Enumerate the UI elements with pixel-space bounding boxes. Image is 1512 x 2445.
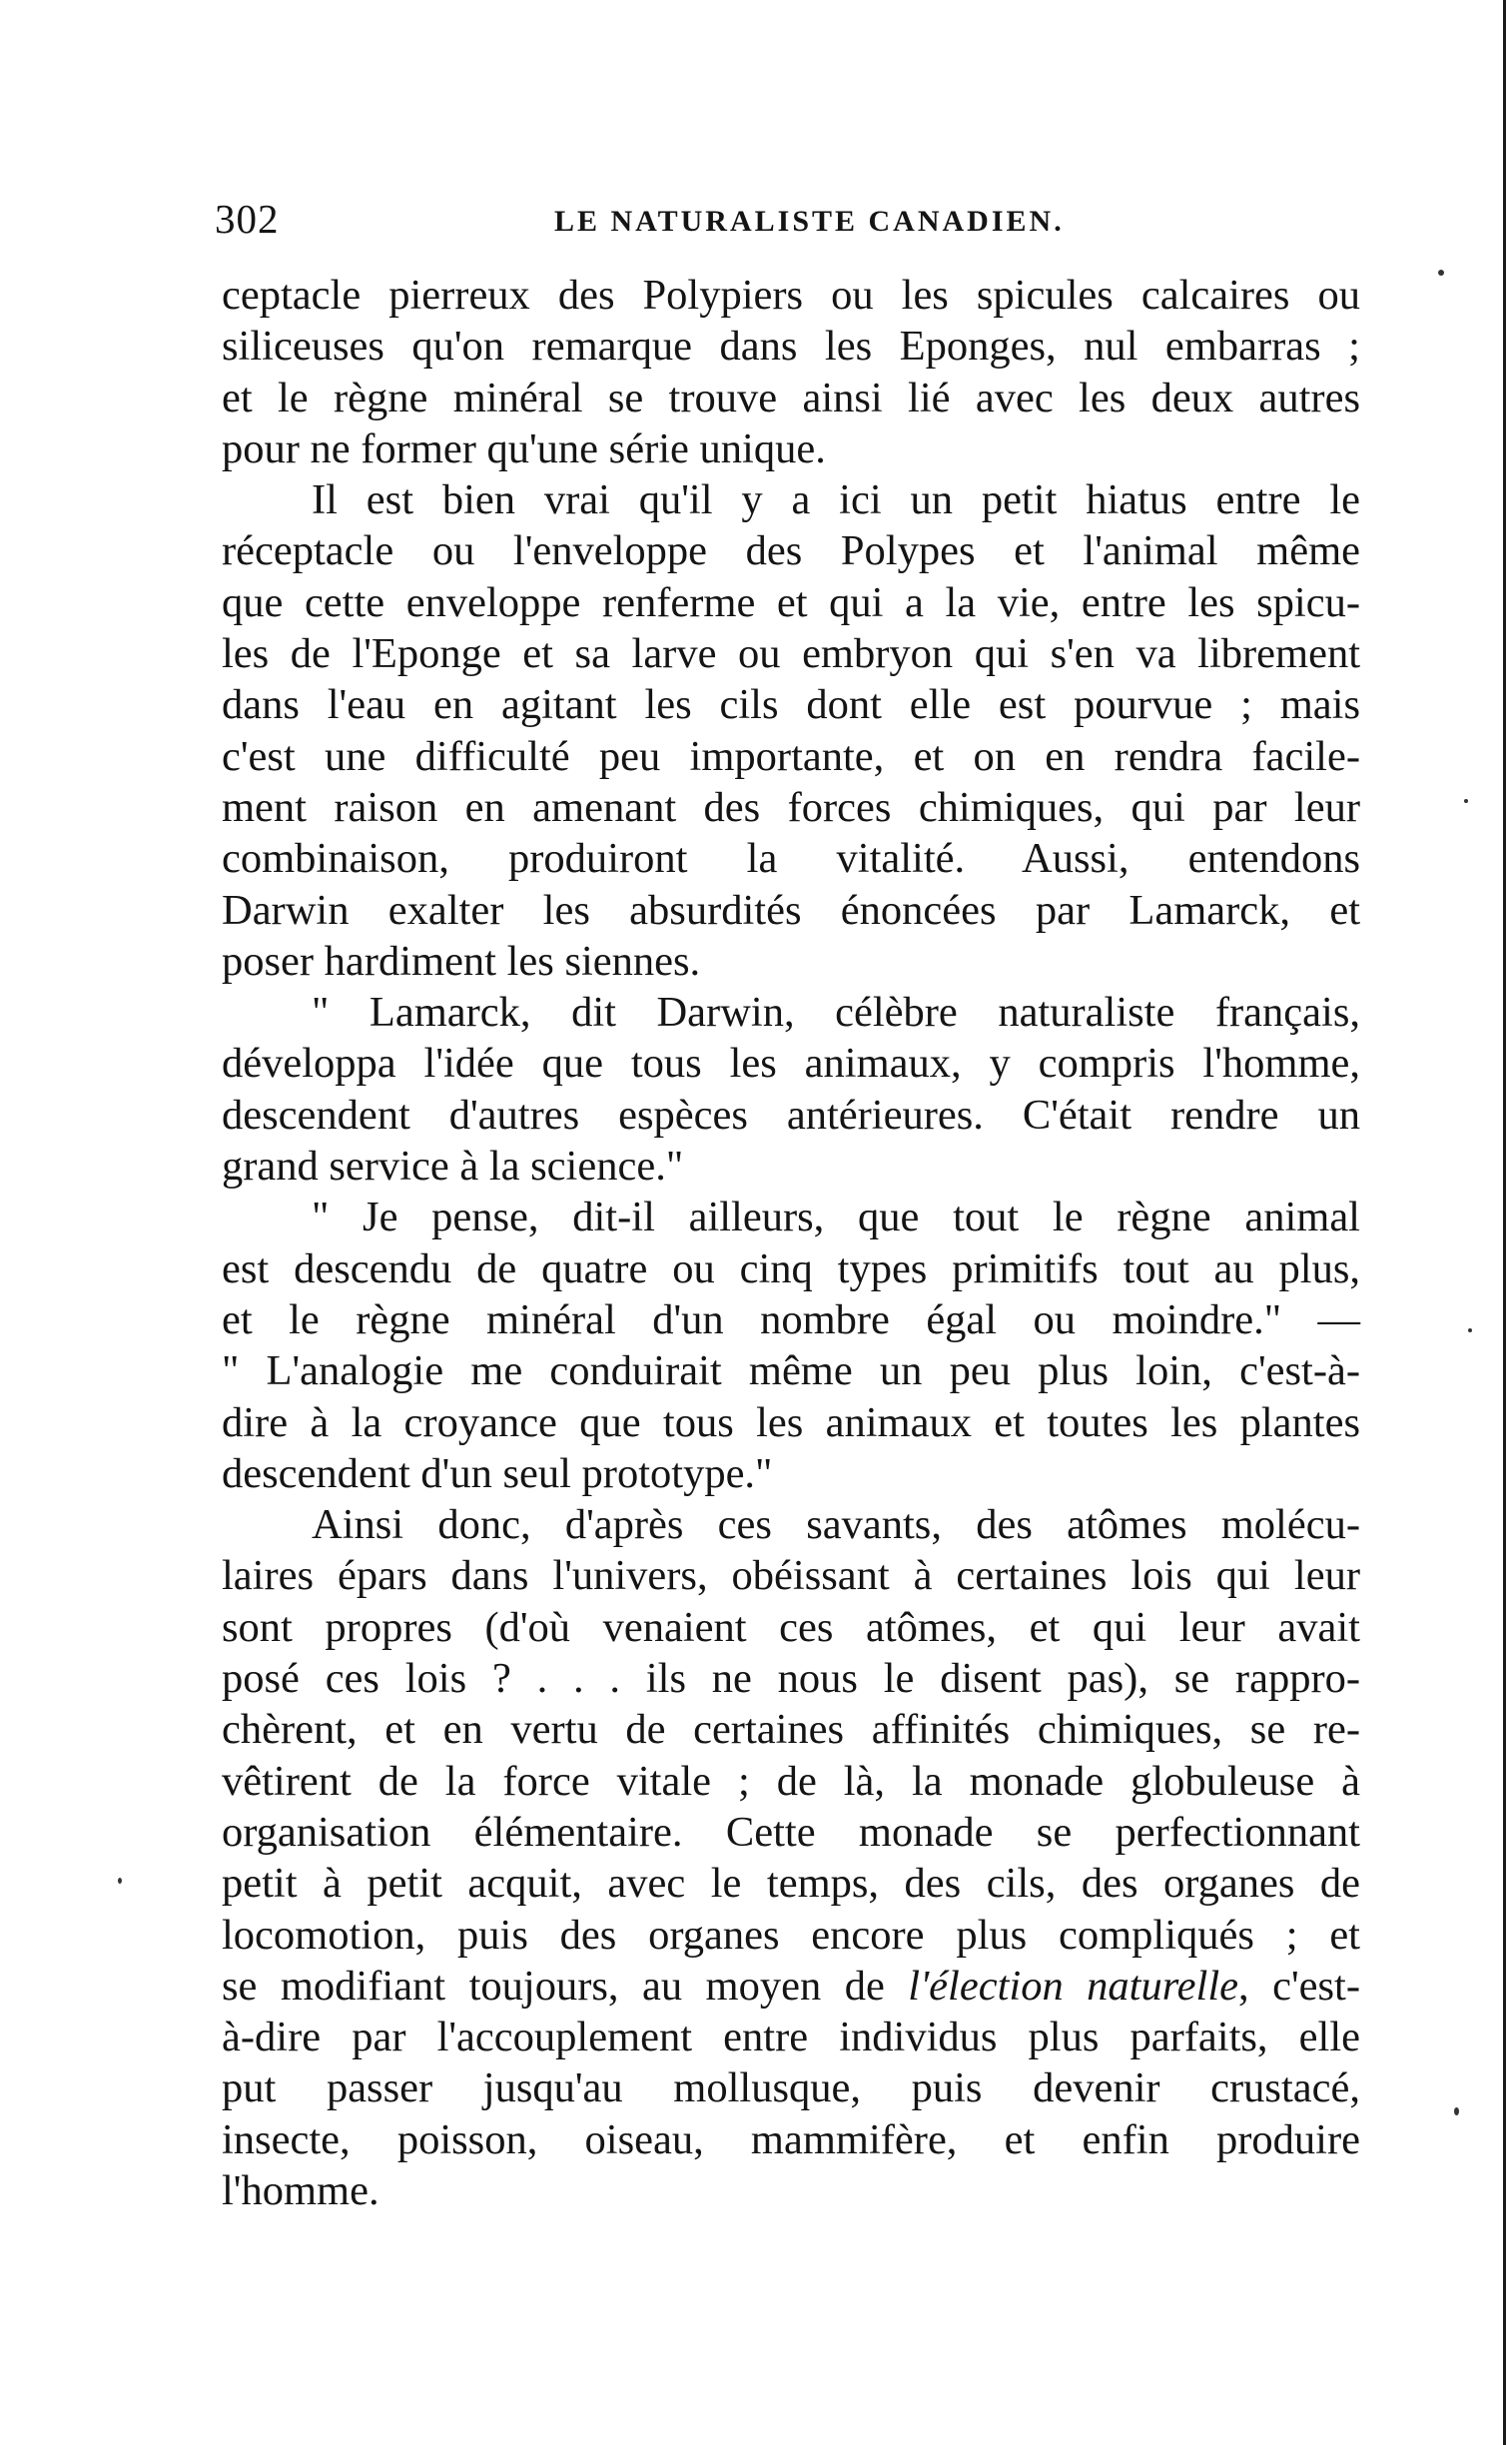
running-title: LE NATURALISTE CANADIEN.	[554, 205, 1065, 238]
text-line-content: ment raison en amenant des forces chimiques, qui par leur	[222, 783, 1360, 831]
text-line-content: ceptacle pierreux des Polypiers ou les spicules calcaires ou	[222, 272, 1360, 319]
text-line-content: vêtirent de la force vitale ; de là, la monade globuleuse à	[222, 1757, 1360, 1805]
text-line-content: combinaison, produiront la vitalité. Aussi, entendons	[222, 835, 1360, 883]
text-line-content: se modifiant toujours, au moyen de	[222, 1962, 909, 2010]
text-line-content: locomotion, puis des organes encore plus compliqués ; et	[222, 1911, 1360, 1959]
text-line	[222, 731, 1360, 782]
text-line-content: pour ne former qu'une série unique.	[222, 424, 826, 472]
text-line	[222, 1602, 1360, 1653]
text-line	[222, 1038, 1360, 1089]
text-line	[222, 1141, 1360, 1192]
text-line	[222, 577, 1360, 628]
text-line-content: poser hardiment les siennes.	[222, 937, 701, 985]
text-line-content: est descendu de quatre ou cinq types primitifs tout au plus,	[222, 1244, 1360, 1292]
text-line-content: que cette enveloppe renferme et qui a la vie, entre les spicu-	[222, 578, 1360, 626]
text-line-content: descendent d'autres espèces antérieures. C'était rendre un	[222, 1091, 1360, 1139]
text-line	[222, 987, 1360, 1038]
body-text	[222, 270, 1360, 2216]
text-line	[222, 628, 1360, 679]
text-line	[222, 1961, 1360, 2012]
text-line	[222, 1192, 1360, 1242]
text-line	[222, 1550, 1360, 1601]
text-line	[222, 1704, 1360, 1755]
text-line-content: sont propres (d'où venaient ces atômes, et qui leur avait	[222, 1603, 1360, 1651]
text-line-content: Ainsi donc, d'après ces savants, des atômes molécu-	[312, 1501, 1360, 1549]
page-number: 302	[215, 196, 280, 242]
text-line	[222, 2012, 1360, 2062]
text-line-content: c'est une difficulté peu importante, et on en rendra facile-	[222, 732, 1360, 780]
text-line-content: posé ces lois ? . . . ils ne nous le disent pas), se rappro-	[222, 1655, 1360, 1703]
text-line	[222, 1345, 1360, 1396]
text-line	[222, 1243, 1360, 1294]
scan-speck	[1464, 799, 1468, 803]
text-line-content: " Je pense, dit-il ailleurs, que tout le règne animal	[312, 1194, 1360, 1241]
text-line	[222, 1756, 1360, 1807]
scan-speck	[1468, 1328, 1472, 1332]
scan-speck	[1454, 2107, 1459, 2115]
text-line	[222, 1499, 1360, 1550]
italic-phrase: l'élection naturelle	[908, 1962, 1239, 2010]
text-line-content: dire à la croyance que tous les animaux et toutes les plantes	[222, 1398, 1360, 1446]
text-line-content: " L'analogie me conduirait même un peu plus loin, c'est-à-	[222, 1347, 1360, 1395]
text-line-content: organisation élémentaire. Cette monade se perfectionnant	[222, 1808, 1360, 1856]
text-line-content: réceptacle ou l'enveloppe des Polypes et l'animal même	[222, 527, 1360, 575]
text-line-content: les de l'Eponge et sa larve ou embryon qui s'en va librement	[222, 630, 1360, 678]
text-line-content: dans l'eau en agitant les cils dont elle est pourvue ; mais	[222, 681, 1360, 729]
text-line-content: développa l'idée que tous les animaux, y compris l'homme,	[222, 1040, 1360, 1088]
text-line-content: Il est bien vrai qu'il y a ici un petit hiatus entre le	[312, 476, 1360, 524]
text-line	[222, 1807, 1360, 1858]
text-line	[222, 885, 1360, 936]
text-line-content: " Lamarck, dit Darwin, célèbre naturaliste français,	[312, 989, 1360, 1037]
scan-edge-shadow	[1503, 0, 1506, 2445]
text-line	[222, 936, 1360, 987]
text-line-content: l'homme.	[222, 2166, 379, 2214]
text-line	[222, 525, 1360, 576]
text-line-content: chèrent, et en vertu de certaines affinités chimiques, se re-	[222, 1706, 1360, 1754]
text-line	[222, 474, 1360, 525]
text-line	[222, 1448, 1360, 1499]
text-line	[222, 321, 1360, 372]
text-line-content: et le règne minéral se trouve ainsi lié avec les deux autres	[222, 374, 1360, 421]
text-line-content: put passer jusqu'au mollusque, puis devenir crustacé,	[222, 2064, 1360, 2112]
text-line	[222, 782, 1360, 833]
text-line	[222, 2114, 1360, 2165]
text-line	[222, 1294, 1360, 1345]
scan-speck	[118, 1878, 122, 1884]
text-line-tail: , c'est-	[1238, 1962, 1361, 2010]
text-line	[222, 2165, 1360, 2216]
text-line	[222, 1090, 1360, 1141]
text-line	[222, 1858, 1360, 1909]
text-line	[222, 1910, 1360, 1961]
text-line-content: Darwin exalter les absurdités énoncées par Lamarck, et	[222, 886, 1360, 934]
text-line	[222, 1653, 1360, 1704]
text-line-content: laires épars dans l'univers, obéissant à certaines lois qui leur	[222, 1552, 1360, 1600]
text-line	[222, 270, 1360, 321]
text-line	[222, 833, 1360, 884]
scan-speck	[1438, 270, 1444, 276]
text-line	[222, 423, 1360, 474]
text-line	[222, 2062, 1360, 2113]
page-header	[215, 195, 1363, 255]
text-line-content: et le règne minéral d'un nombre égal ou moindre." —	[222, 1295, 1360, 1343]
text-line-content: insecte, poisson, oiseau, mammifère, et enfin produire	[222, 2115, 1360, 2163]
text-line	[222, 679, 1360, 730]
text-line-content: grand service à la science."	[222, 1143, 684, 1191]
text-line	[222, 373, 1360, 423]
text-line-content: siliceuses qu'on remarque dans les Eponges, nul embarras ;	[222, 323, 1360, 371]
text-line	[222, 1397, 1360, 1448]
text-line-content: petit à petit acquit, avec le temps, des cils, des organes de	[222, 1860, 1360, 1908]
text-line-content: à-dire par l'accouplement entre individus plus parfaits, elle	[222, 2014, 1360, 2061]
text-line-content: descendent d'un seul prototype."	[222, 1449, 773, 1497]
